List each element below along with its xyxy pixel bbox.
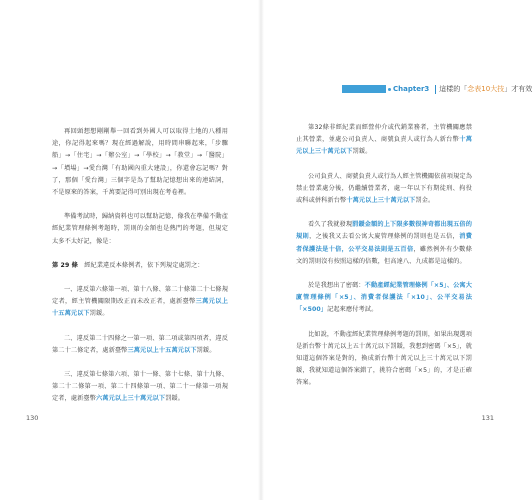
chapter-title-part-2: 」才有效 — [504, 85, 532, 93]
body-text: 於是我想出了密碼： — [308, 282, 365, 290]
highlighted-text: 罰鍰金額的上下限多數很神奇都出現五倍的規則 — [296, 221, 473, 241]
paragraph — [296, 122, 472, 159]
paragraph — [52, 260, 228, 272]
body-text: 罰金。 — [415, 197, 435, 205]
highlighted-text: 三萬元以上十五萬元以下 — [127, 346, 197, 354]
page-number-left: 130 — [26, 414, 39, 422]
chapter-title-part-1: 這樣的「 — [439, 85, 468, 93]
body-text: 看久了我就發現 — [308, 221, 353, 229]
highlighted-text: 三萬元以上十五萬元以下 — [52, 298, 229, 318]
paragraph — [52, 284, 228, 321]
body-text: 罰鍰。 — [352, 148, 372, 156]
right-page — [262, 0, 532, 500]
paragraph — [296, 219, 472, 268]
paragraph — [52, 333, 228, 357]
paragraph — [52, 369, 228, 406]
paragraph — [296, 329, 472, 390]
body-text: 公司負責人、商號負責人或行為人經主管機關依前項規定為禁止營業處分後，仍繼續營業者，處一年以下有期徒刑、拘役或科或併科新台幣 — [296, 172, 472, 205]
body-text: 經紀業違反本條例者，依下列規定處罰之： — [77, 261, 204, 269]
body-text: 罰鍰。 — [89, 310, 109, 318]
body-text: 比如說，不動產經紀業管理條例考題的罰則，如果出現選項是新台幣十萬元以上五十萬元以下罰鍰，我想到密碼「×5」，就知道這個答案是對的，換成新台幣十萬元以上三十萬元以下罰鍰，我就知道這個答案錯了，挑符合密碼「×5」的，才是正確答案。 — [296, 330, 472, 387]
right-page-body — [296, 122, 472, 402]
highlighted-text: 不動產經紀業管理條例「×5」、公寓大廈管理條例「×5」、消費者保護法「×10」、公平交易法「×500」 — [296, 282, 472, 314]
body-text: ，雖然例外有少數條文的罰則沒有按照這樣的倍數，但高達八、九成都是這樣的。 — [296, 245, 472, 265]
left-page — [0, 0, 258, 500]
chapter-label: Chapter3 — [393, 85, 430, 93]
highlighted-text: 六萬元以上三十萬元以下 — [96, 395, 166, 403]
body-text: 二、違反第二十四條之一第一項、第二項或第四項者，違反第二十二條定者，處新臺幣 — [52, 334, 228, 354]
body-text: 再回頭想想剛剛舉一回看到外國人可以取得土地的八種用途，你記得起來嗎？現在經過解說，用時間串聯起來，「步驟船」→「住宅」→「辦公室」→「學校」→「教堂」→「醫院」→「墳場」→愛台灣「有助國內重大建設」，你還會忘記嗎？對了，那個「愛台灣」三個字是為了幫助記憶想出來的連結詞，不是原來的答案，千萬要記得可別出現在考卷裡。 — [52, 128, 228, 197]
paragraph — [296, 171, 472, 208]
header-separator — [435, 85, 436, 94]
highlighted-text: 消費者保護法是十倍，公平交易法則是五百倍 — [296, 233, 473, 253]
body-text: 第32條非經紀業而經營仲介或代銷業務者，主管機關應禁止其營業，並處公司負責人、商號負責人或行為人新台幣 — [296, 124, 472, 144]
chapter-title-accent: 念表10大技 — [467, 85, 505, 93]
article-number: 第 29 條 — [52, 261, 78, 269]
paragraph — [52, 211, 228, 248]
page-number-right: 131 — [481, 414, 494, 422]
chapter-header — [342, 82, 532, 96]
body-text: 準備考試時，歸納資料也可以幫助記憶，像我在準備不動產經紀業管理條例考題時，罰則的金額也是熱門的考題，但規定太多不太好記，像是： — [52, 213, 228, 245]
highlighted-text: 十萬元以上三十萬元以下 — [296, 136, 473, 156]
header-color-bar — [342, 85, 386, 93]
body-text: 罰鍰。 — [165, 395, 185, 403]
body-text: 記起來應付考試。 — [327, 306, 378, 314]
paragraph — [52, 126, 228, 199]
body-text: 一、違反第六條第一項、第十八條、第二十條第二十七條規定者，經主管機關限期改正而未改正者，處新臺幣 — [52, 286, 228, 306]
body-text: 罰鍰。 — [196, 346, 216, 354]
left-page-body — [52, 126, 228, 418]
body-text: 三、違反第七條第六項、第十一條、第十七條、第十九條、第二十二條第一項、第二十四條第一項、第二十一條第一項規定者，處新臺幣 — [52, 371, 228, 403]
header-dot — [388, 88, 391, 91]
highlighted-text: 十萬元以上三十萬元以下 — [346, 197, 416, 205]
body-text: ，之後我又去看公寓大廈管理條例的罰則也是五倍， — [309, 233, 460, 241]
paragraph — [296, 280, 472, 317]
